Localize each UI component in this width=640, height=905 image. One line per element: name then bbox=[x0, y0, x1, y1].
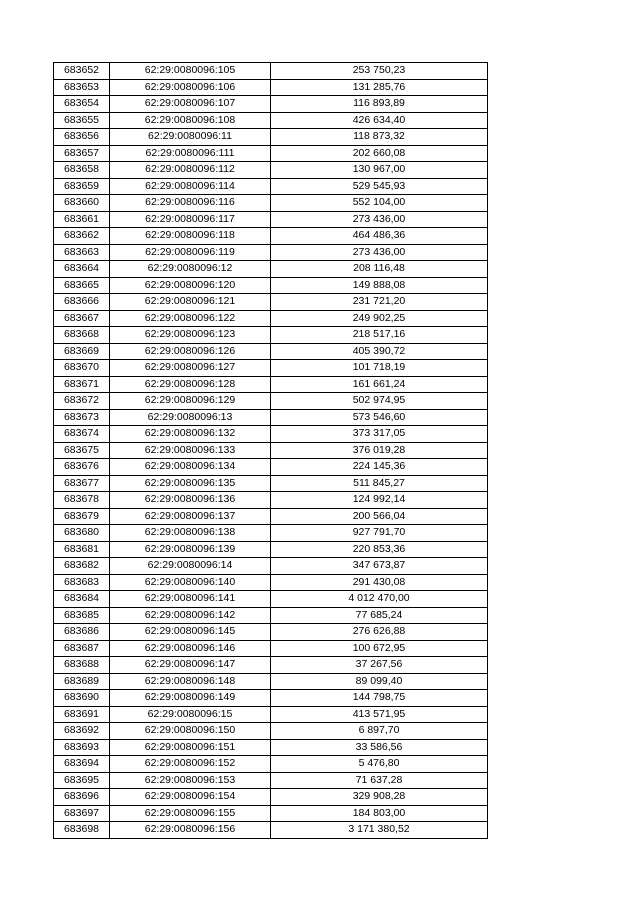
table-row bbox=[54, 79, 488, 96]
table-row bbox=[54, 541, 488, 558]
cadastral-value-cell: 149 888,08 bbox=[271, 277, 488, 294]
row-number-cell: 683664 bbox=[54, 261, 110, 278]
cadastral-value-cell: 224 145,36 bbox=[271, 459, 488, 476]
table-row bbox=[54, 673, 488, 690]
cadastral-number-cell: 62:29:0080096:155 bbox=[110, 805, 271, 822]
table-row bbox=[54, 145, 488, 162]
cadastral-value-cell: 118 873,32 bbox=[271, 129, 488, 146]
cadastral-number-cell: 62:29:0080096:126 bbox=[110, 343, 271, 360]
table-row bbox=[54, 426, 488, 443]
cadastral-number-cell: 62:29:0080096:137 bbox=[110, 508, 271, 525]
table-row bbox=[54, 178, 488, 195]
row-number-cell: 683671 bbox=[54, 376, 110, 393]
row-number-cell: 683694 bbox=[54, 756, 110, 773]
cadastral-number-cell: 62:29:0080096:156 bbox=[110, 822, 271, 839]
cadastral-number-cell: 62:29:0080096:147 bbox=[110, 657, 271, 674]
table-row bbox=[54, 129, 488, 146]
cadastral-number-cell: 62:29:0080096:141 bbox=[110, 591, 271, 608]
cadastral-value-cell: 37 267,56 bbox=[271, 657, 488, 674]
row-number-cell: 683681 bbox=[54, 541, 110, 558]
cadastral-number-cell: 62:29:0080096:140 bbox=[110, 574, 271, 591]
row-number-cell: 683673 bbox=[54, 409, 110, 426]
table-row bbox=[54, 211, 488, 228]
cadastral-number-cell: 62:29:0080096:116 bbox=[110, 195, 271, 212]
cadastral-value-cell: 511 845,27 bbox=[271, 475, 488, 492]
table-row bbox=[54, 492, 488, 509]
cadastral-number-cell: 62:29:0080096:145 bbox=[110, 624, 271, 641]
cadastral-number-cell: 62:29:0080096:117 bbox=[110, 211, 271, 228]
table-row bbox=[54, 756, 488, 773]
cadastral-number-cell: 62:29:0080096:154 bbox=[110, 789, 271, 806]
cadastral-value-cell: 426 634,40 bbox=[271, 112, 488, 129]
cadastral-value-cell: 71 637,28 bbox=[271, 772, 488, 789]
row-number-cell: 683689 bbox=[54, 673, 110, 690]
row-number-cell: 683669 bbox=[54, 343, 110, 360]
cadastral-value-cell: 276 626,88 bbox=[271, 624, 488, 641]
cadastral-value-cell: 144 798,75 bbox=[271, 690, 488, 707]
cadastral-value-cell: 77 685,24 bbox=[271, 607, 488, 624]
cadastral-value-cell: 200 566,04 bbox=[271, 508, 488, 525]
row-number-cell: 683655 bbox=[54, 112, 110, 129]
cadastral-value-cell: 184 803,00 bbox=[271, 805, 488, 822]
cadastral-number-cell: 62:29:0080096:146 bbox=[110, 640, 271, 657]
row-number-cell: 683653 bbox=[54, 79, 110, 96]
table-row bbox=[54, 789, 488, 806]
table-row bbox=[54, 409, 488, 426]
table-row bbox=[54, 558, 488, 575]
cadastral-value-cell: 220 853,36 bbox=[271, 541, 488, 558]
row-number-cell: 683662 bbox=[54, 228, 110, 245]
table-row bbox=[54, 508, 488, 525]
cadastral-value-cell: 405 390,72 bbox=[271, 343, 488, 360]
table-row bbox=[54, 442, 488, 459]
cadastral-value-cell: 413 571,95 bbox=[271, 706, 488, 723]
cadastral-number-cell: 62:29:0080096:111 bbox=[110, 145, 271, 162]
cadastral-number-cell: 62:29:0080096:114 bbox=[110, 178, 271, 195]
row-number-cell: 683663 bbox=[54, 244, 110, 261]
row-number-cell: 683697 bbox=[54, 805, 110, 822]
cadastral-value-cell: 329 908,28 bbox=[271, 789, 488, 806]
row-number-cell: 683654 bbox=[54, 96, 110, 113]
table-row bbox=[54, 63, 488, 80]
row-number-cell: 683656 bbox=[54, 129, 110, 146]
cadastral-number-cell: 62:29:0080096:133 bbox=[110, 442, 271, 459]
cadastral-value-cell: 208 116,48 bbox=[271, 261, 488, 278]
cadastral-number-cell: 62:29:0080096:120 bbox=[110, 277, 271, 294]
table-row bbox=[54, 277, 488, 294]
cadastral-number-cell: 62:29:0080096:142 bbox=[110, 607, 271, 624]
row-number-cell: 683657 bbox=[54, 145, 110, 162]
row-number-cell: 683661 bbox=[54, 211, 110, 228]
cadastral-value-cell: 202 660,08 bbox=[271, 145, 488, 162]
table-row bbox=[54, 195, 488, 212]
row-number-cell: 683690 bbox=[54, 690, 110, 707]
cadastral-number-cell: 62:29:0080096:134 bbox=[110, 459, 271, 476]
cadastral-value-cell: 291 430,08 bbox=[271, 574, 488, 591]
cadastral-value-cell: 5 476,80 bbox=[271, 756, 488, 773]
table-row bbox=[54, 624, 488, 641]
table-row bbox=[54, 822, 488, 839]
cadastral-value-cell: 101 718,19 bbox=[271, 360, 488, 377]
table-row bbox=[54, 739, 488, 756]
cadastral-value-cell: 218 517,16 bbox=[271, 327, 488, 344]
row-number-cell: 683658 bbox=[54, 162, 110, 179]
cadastral-value-cell: 249 902,25 bbox=[271, 310, 488, 327]
row-number-cell: 683686 bbox=[54, 624, 110, 641]
cadastral-number-cell: 62:29:0080096:119 bbox=[110, 244, 271, 261]
cadastral-value-cell: 552 104,00 bbox=[271, 195, 488, 212]
cadastral-value-cell: 33 586,56 bbox=[271, 739, 488, 756]
cadastral-value-cell: 927 791,70 bbox=[271, 525, 488, 542]
table-row bbox=[54, 805, 488, 822]
row-number-cell: 683665 bbox=[54, 277, 110, 294]
cadastral-number-cell: 62:29:0080096:128 bbox=[110, 376, 271, 393]
row-number-cell: 683685 bbox=[54, 607, 110, 624]
cadastral-value-cell: 376 019,28 bbox=[271, 442, 488, 459]
table-row bbox=[54, 475, 488, 492]
table-row bbox=[54, 327, 488, 344]
cadastral-number-cell: 62:29:0080096:121 bbox=[110, 294, 271, 311]
cadastral-value-cell: 116 893,89 bbox=[271, 96, 488, 113]
table-row bbox=[54, 96, 488, 113]
cadastral-value-cell: 100 672,95 bbox=[271, 640, 488, 657]
cadastral-number-cell: 62:29:0080096:139 bbox=[110, 541, 271, 558]
table-row bbox=[54, 162, 488, 179]
cadastral-value-cell: 6 897,70 bbox=[271, 723, 488, 740]
cadastral-value-cell: 573 546,60 bbox=[271, 409, 488, 426]
table-row bbox=[54, 112, 488, 129]
cadastral-number-cell: 62:29:0080096:112 bbox=[110, 162, 271, 179]
cadastral-number-cell: 62:29:0080096:132 bbox=[110, 426, 271, 443]
table-row bbox=[54, 459, 488, 476]
cadastral-number-cell: 62:29:0080096:148 bbox=[110, 673, 271, 690]
table-row bbox=[54, 393, 488, 410]
cadastral-number-cell: 62:29:0080096:108 bbox=[110, 112, 271, 129]
row-number-cell: 683670 bbox=[54, 360, 110, 377]
cadastral-value-cell: 502 974,95 bbox=[271, 393, 488, 410]
cadastral-number-cell: 62:29:0080096:13 bbox=[110, 409, 271, 426]
table-row bbox=[54, 525, 488, 542]
row-number-cell: 683698 bbox=[54, 822, 110, 839]
row-number-cell: 683695 bbox=[54, 772, 110, 789]
row-number-cell: 683666 bbox=[54, 294, 110, 311]
cadastral-number-cell: 62:29:0080096:122 bbox=[110, 310, 271, 327]
cadastral-value-cell: 253 750,23 bbox=[271, 63, 488, 80]
row-number-cell: 683684 bbox=[54, 591, 110, 608]
row-number-cell: 683682 bbox=[54, 558, 110, 575]
row-number-cell: 683678 bbox=[54, 492, 110, 509]
row-number-cell: 683692 bbox=[54, 723, 110, 740]
row-number-cell: 683696 bbox=[54, 789, 110, 806]
table-row bbox=[54, 343, 488, 360]
cadastral-number-cell: 62:29:0080096:11 bbox=[110, 129, 271, 146]
cadastral-number-cell: 62:29:0080096:106 bbox=[110, 79, 271, 96]
row-number-cell: 683672 bbox=[54, 393, 110, 410]
table-row bbox=[54, 723, 488, 740]
cadastral-number-cell: 62:29:0080096:136 bbox=[110, 492, 271, 509]
cadastral-number-cell: 62:29:0080096:107 bbox=[110, 96, 271, 113]
cadastral-value-cell: 124 992,14 bbox=[271, 492, 488, 509]
cadastral-number-cell: 62:29:0080096:151 bbox=[110, 739, 271, 756]
cadastral-value-cell: 464 486,36 bbox=[271, 228, 488, 245]
cadastral-number-cell: 62:29:0080096:138 bbox=[110, 525, 271, 542]
cadastral-number-cell: 62:29:0080096:153 bbox=[110, 772, 271, 789]
cadastral-value-cell: 373 317,05 bbox=[271, 426, 488, 443]
table-row bbox=[54, 574, 488, 591]
cadastral-value-cell: 231 721,20 bbox=[271, 294, 488, 311]
table-body bbox=[54, 63, 488, 839]
cadastral-value-cell: 3 171 380,52 bbox=[271, 822, 488, 839]
table-row bbox=[54, 376, 488, 393]
table-row bbox=[54, 228, 488, 245]
cadastral-value-cell: 4 012 470,00 bbox=[271, 591, 488, 608]
row-number-cell: 683659 bbox=[54, 178, 110, 195]
cadastral-value-cell: 529 545,93 bbox=[271, 178, 488, 195]
row-number-cell: 683676 bbox=[54, 459, 110, 476]
cadastral-value-cell: 131 285,76 bbox=[271, 79, 488, 96]
row-number-cell: 683691 bbox=[54, 706, 110, 723]
row-number-cell: 683677 bbox=[54, 475, 110, 492]
table-row bbox=[54, 607, 488, 624]
row-number-cell: 683660 bbox=[54, 195, 110, 212]
cadastral-number-cell: 62:29:0080096:118 bbox=[110, 228, 271, 245]
table-row bbox=[54, 360, 488, 377]
cadastral-value-cell: 161 661,24 bbox=[271, 376, 488, 393]
table-row bbox=[54, 772, 488, 789]
table-row bbox=[54, 640, 488, 657]
cadastral-number-cell: 62:29:0080096:127 bbox=[110, 360, 271, 377]
cadastral-number-cell: 62:29:0080096:129 bbox=[110, 393, 271, 410]
row-number-cell: 683679 bbox=[54, 508, 110, 525]
cadastral-number-cell: 62:29:0080096:105 bbox=[110, 63, 271, 80]
cadastral-number-cell: 62:29:0080096:135 bbox=[110, 475, 271, 492]
row-number-cell: 683667 bbox=[54, 310, 110, 327]
row-number-cell: 683687 bbox=[54, 640, 110, 657]
table-row bbox=[54, 591, 488, 608]
cadastral-number-cell: 62:29:0080096:12 bbox=[110, 261, 271, 278]
row-number-cell: 683675 bbox=[54, 442, 110, 459]
table-row bbox=[54, 657, 488, 674]
cadastral-number-cell: 62:29:0080096:15 bbox=[110, 706, 271, 723]
cadastral-value-cell: 273 436,00 bbox=[271, 244, 488, 261]
cadastral-number-cell: 62:29:0080096:150 bbox=[110, 723, 271, 740]
cadastral-value-cell: 89 099,40 bbox=[271, 673, 488, 690]
row-number-cell: 683683 bbox=[54, 574, 110, 591]
cadastral-number-cell: 62:29:0080096:149 bbox=[110, 690, 271, 707]
row-number-cell: 683680 bbox=[54, 525, 110, 542]
table-row bbox=[54, 690, 488, 707]
row-number-cell: 683693 bbox=[54, 739, 110, 756]
cadastral-value-table bbox=[53, 62, 488, 839]
row-number-cell: 683688 bbox=[54, 657, 110, 674]
cadastral-value-cell: 347 673,87 bbox=[271, 558, 488, 575]
cadastral-number-cell: 62:29:0080096:14 bbox=[110, 558, 271, 575]
cadastral-number-cell: 62:29:0080096:152 bbox=[110, 756, 271, 773]
row-number-cell: 683652 bbox=[54, 63, 110, 80]
row-number-cell: 683668 bbox=[54, 327, 110, 344]
table-row bbox=[54, 706, 488, 723]
table-row bbox=[54, 244, 488, 261]
cadastral-value-cell: 130 967,00 bbox=[271, 162, 488, 179]
table-row bbox=[54, 294, 488, 311]
cadastral-value-cell: 273 436,00 bbox=[271, 211, 488, 228]
cadastral-number-cell: 62:29:0080096:123 bbox=[110, 327, 271, 344]
table-row bbox=[54, 261, 488, 278]
row-number-cell: 683674 bbox=[54, 426, 110, 443]
table-row bbox=[54, 310, 488, 327]
